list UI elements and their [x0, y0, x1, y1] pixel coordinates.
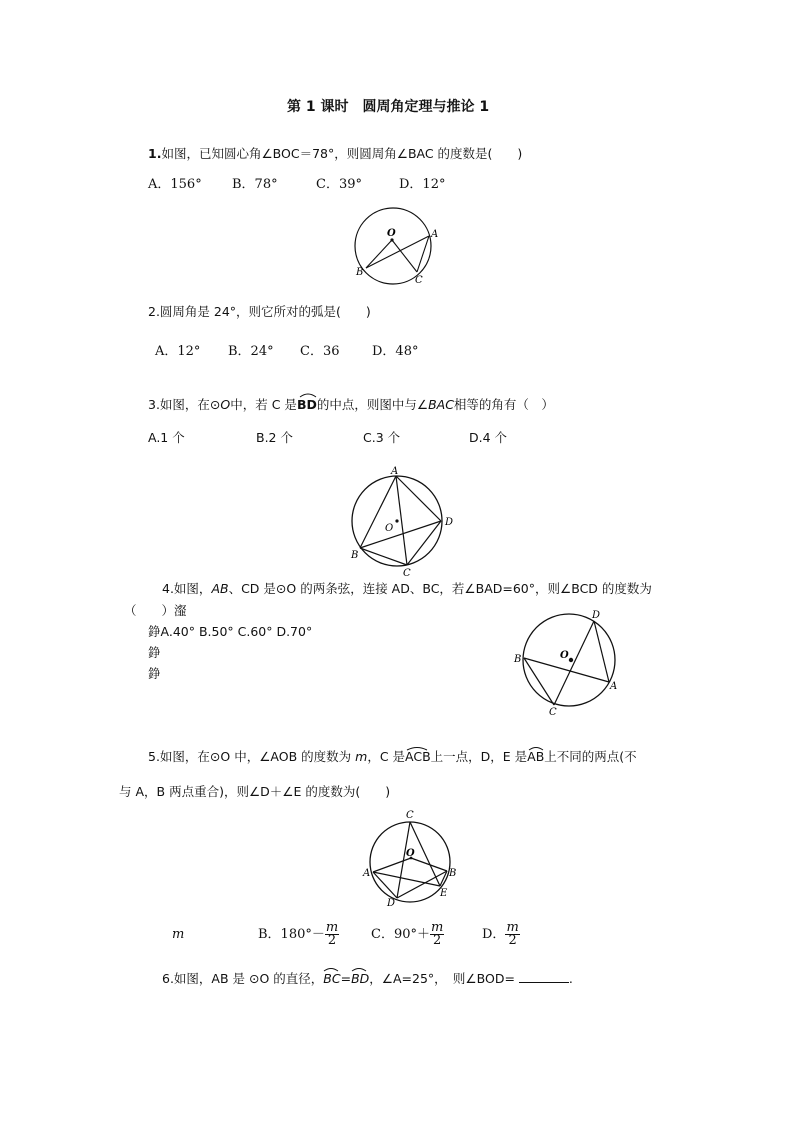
q3-label-o: O: [385, 523, 394, 534]
q6-stem: [162, 970, 573, 987]
q1-text: 如图，已知圆心角∠BOC＝78°，则圆周角∠BAC 的度数是( ): [161, 146, 523, 161]
q5-option-b-den: 2: [327, 933, 337, 948]
q2-stem: 2.圆周角是 24°，则它所对的弧是( ): [148, 304, 371, 319]
q6-arc-bd: [351, 971, 369, 987]
q3-text-o: O: [220, 397, 231, 412]
q6-eq: =: [340, 971, 352, 986]
q5-label-o: O: [406, 848, 415, 859]
q1-label-o: O: [387, 228, 396, 239]
q4-stray-mark-3: 錚: [148, 666, 161, 681]
q5-label-d: D: [387, 898, 396, 909]
q5-arc-ab: [527, 749, 544, 765]
q3-arc-label: BD: [296, 397, 317, 412]
q4-text-c: （ ）: [124, 603, 175, 618]
q1-option-c: C．39°: [316, 177, 362, 192]
q4-stray-char: 瀣: [174, 603, 187, 618]
q4-text-a: 4.如图，: [162, 581, 212, 596]
q5-option-d-prefix: D．: [482, 927, 506, 942]
q3-text-a: 3.如图，在⊙: [148, 397, 221, 412]
q3-option-b: B.2 个: [256, 430, 293, 445]
q3-text-b: 中，若 C 是: [230, 397, 297, 412]
q5-option-d-fraction: [505, 922, 519, 947]
q5-option-a: m: [172, 927, 185, 942]
q4-options: [148, 624, 312, 640]
q4-stem-line2: [124, 603, 187, 619]
q5-label-b: B: [449, 868, 457, 879]
q4-label-b: B: [514, 654, 522, 665]
q1-option-d: D．12°: [399, 177, 446, 192]
q6-text-b: ，∠A=25°， 则∠BOD=: [369, 971, 515, 986]
q5-arc2-label: AB: [527, 749, 545, 764]
q4-label-a: A: [610, 681, 618, 692]
q5-option-d-num: m: [506, 920, 519, 935]
q2-option-b: B．24°: [228, 344, 274, 359]
q4-label-d: D: [592, 610, 601, 621]
q5-option-b-prefix: B．180°－: [258, 927, 325, 942]
q3-label-b: B: [351, 550, 359, 561]
q3-text-d: 相等的角有（ ）: [453, 397, 554, 412]
q5-label-e: E: [440, 888, 448, 899]
q6-arc2-label: BD: [351, 971, 370, 986]
q5-label-c: C: [406, 810, 414, 821]
q5-arc1-label: ACB: [405, 749, 431, 764]
q1-figure: [350, 205, 440, 285]
q5-option-b-num: m: [325, 920, 339, 935]
q6-text-a: 6.如图，AB 是 ⊙O 的直径，: [162, 971, 324, 986]
q5-label-a: A: [363, 868, 371, 879]
q1-label-c: C: [415, 275, 423, 286]
q5-text-b: ，C 是: [367, 749, 406, 764]
q5-option-c-prefix: C．90°＋: [371, 927, 430, 942]
q3-option-d: D.4 个: [469, 430, 508, 445]
page-title: 第 1 课时 圆周角定理与推论 1: [287, 99, 490, 115]
q3-arc-bd: [297, 397, 317, 413]
q5-option-b: [258, 919, 339, 951]
q6-text-end: .: [568, 971, 573, 986]
q1-option-a: A．156°: [148, 177, 202, 192]
q3-figure: [342, 460, 462, 580]
q3-text-bac: BAC: [428, 397, 454, 412]
q1-number: 1.: [148, 146, 162, 161]
q6-answer-blank[interactable]: [519, 970, 569, 983]
q6-arc1-label: BC: [323, 971, 341, 986]
q4-label-o: O: [560, 650, 569, 661]
q5-text-c: 上一点，D，E 是: [430, 749, 528, 764]
q4-stem: [162, 581, 652, 597]
q6-arc-bc: [323, 971, 340, 987]
q5-figure: [360, 806, 460, 909]
q3-label-c: C: [403, 568, 411, 579]
q3-option-a: A.1 个: [148, 430, 185, 445]
q4-stray-mark: 錚: [148, 624, 161, 639]
q4-figure: [510, 605, 625, 720]
q2-option-c: C．36: [300, 344, 340, 359]
q4-text-ab: AB: [211, 581, 229, 596]
q5-option-c: [371, 919, 444, 951]
q2-option-d: D．48°: [372, 344, 419, 359]
q5-text-a: 5.如图，在⊙O 中，∠AOB 的度数为: [148, 749, 356, 764]
q5-stem: [148, 749, 637, 765]
q1-label-a: A: [431, 229, 439, 240]
q5-option-b-fraction: [325, 922, 339, 947]
q5-text-m: m: [355, 749, 368, 764]
q5-option-c-fraction: [430, 922, 444, 947]
q4-text-b: 、CD 是⊙O 的两条弦，连接 AD、BC，若∠BAD=60°，则∠BCD 的度数为: [228, 581, 652, 596]
q5-option-d: [482, 919, 520, 951]
q5-option-d-den: 2: [508, 933, 517, 948]
q3-label-d: D: [445, 517, 454, 528]
q5-arc-acb: [405, 749, 431, 765]
q5-option-c-den: 2: [433, 933, 442, 948]
q3-text-c: 的中点，则图中与∠: [316, 397, 429, 412]
q2-option-a: A．12°: [155, 344, 201, 359]
q5-text-d: 上不同的两点(不: [544, 749, 637, 764]
q3-label-a: A: [391, 466, 399, 477]
q4-label-c: C: [549, 707, 557, 718]
q5-option-c-num: m: [431, 920, 444, 935]
q4-options-text: A.40° B.50° C.60° D.70°: [160, 624, 313, 639]
q1-stem: [148, 146, 522, 162]
q3-stem: [148, 397, 554, 413]
q1-label-b: B: [356, 267, 364, 278]
q1-option-b: B．78°: [232, 177, 278, 192]
q4-stray-mark-2: 錚: [148, 645, 161, 660]
q3-option-c: C.3 个: [363, 430, 401, 445]
q5-stem-line2: 与 A，B 两点重合)，则∠D＋∠E 的度数为( ): [119, 784, 391, 799]
